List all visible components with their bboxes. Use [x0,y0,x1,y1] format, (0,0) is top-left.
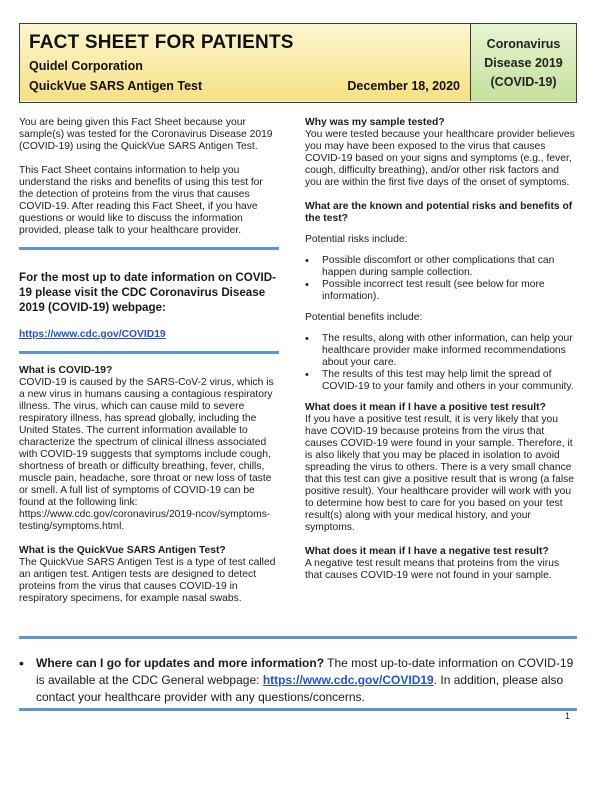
list-item: • The results of this test may help limit the spread of COVID-19 to your family and others in your community. [305,369,577,393]
section-body-positive-result: If you have a positive test result, it is very likely that you have COVID-19 because proteins from the virus that causes COVID-19 were found in your sample. Therefore, it is also likely that you may be placed in isolation to avoid spreading the virus to others. There is a very small chance that this test can give a positive result that is wrong (a false positive result). Your healthcare provider will work with you to determine how best to care for you based on your test result(s) along with your medical history, and your symptoms. [305,414,574,533]
section-body-why-tested: You were tested because your healthcare provider believes you may have been exposed to the virus that causes COVID-19 based on your signs and symptoms (e.g., fever, cough, difficulty breathing), and/or other risk factors and you are within the first five days of the onset of symptoms. [305,129,575,188]
fact-sheet-header [19,23,577,103]
section-heading-what-is-covid: What is COVID-19? [19,365,113,376]
list-item: • The results, along with other information, can help your healthcare provider make informed recommendations about your care. [305,333,577,369]
footer-more-info [19,655,579,706]
benefits-intro: Potential benefits include: [305,312,423,323]
intro-paragraph-2: This Fact Sheet contains information to help you understand the risks and benefits of using this test for the detection of proteins from the virus that causes COVID-19. After reading this Fact Sheet, if you have questions or would like to discuss the information provided, please talk to your healthcare provider. [19,165,263,236]
issue-date: December 18, 2020 [347,79,460,93]
test-name: QuickVue SARS Antigen Test [29,79,203,93]
footer-text-2: . In addition, please also contact your healthcare provider with any questions/concerns. [36,673,564,704]
section-heading-negative-result: What does it mean if I have a negative test result? [305,546,549,557]
badge-line-1: Coronavirus [486,37,561,51]
section-heading-positive-result: What does it mean if I have a positive test result? [305,402,546,413]
list-item: • Possible discomfort or other complications that can happen during sample collection. [305,255,577,279]
header-title-panel [20,24,471,101]
benefits-list [305,333,577,393]
section-body-what-is-test: The QuickVue SARS Antigen Test is a type of test called an antigen test. Antigen tests are designed to detect proteins from the virus that causes COVID-19 in respiratory specimens, for example nasal swabs. [19,557,276,604]
cdc-link[interactable]: https://www.cdc.gov/COVID19 [19,329,166,340]
badge-line-2: Disease 2019 [484,56,563,70]
footer-divider-top [19,636,577,639]
list-item: • Possible incorrect test result (see below for more information). [305,279,577,303]
intro-paragraph-1: You are being given this Fact Sheet because your sample(s) was tested for the Coronavirus Disease 2019 (COVID-19) using the QuickVue SARS Antigen Test. [19,117,273,152]
page-title: FACT SHEET FOR PATIENTS [29,32,294,53]
bullet-icon: • [19,655,24,671]
right-column [305,117,577,582]
section-body-negative-result: A negative test result means that proteins from the virus that causes COVID-19 were not found in your sample. [305,558,560,581]
footer-question: Where can I go for updates and more information? [36,656,325,670]
risks-intro: Potential risks include: [305,234,408,245]
badge-line-3: (COVID-19) [490,75,557,89]
corporation-name: Quidel Corporation [29,59,143,73]
section-heading-risks-benefits: What are the known and potential risks and benefits of the test? [305,201,573,224]
section-heading-why-tested: Why was my sample tested? [305,117,445,128]
section-body-what-is-covid: COVID-19 is caused by the SARS-CoV-2 virus, which is a new virus in humans causing a contagious respiratory illness. The virus, which can cause mild to severe respiratory illness, has spread globally, including the United States. The current information available to characterize the spectrum of clinical illness associated with COVID-19 suggests that symptoms include cough, shortness of breath or difficulty breathing, fever, chills, muscle pain, headache, sore throat or new loss of taste or smell. A full list of symptoms of COVID-19 can be found at the following link: https://www.cdc.gov/coronavirus/2019-ncov/symptoms-testing/symptoms.html. [19,377,274,532]
footer-cdc-link[interactable]: https://www.cdc.gov/COVID19 [262,673,434,687]
disease-badge [471,24,576,101]
risks-list [305,255,577,303]
section-heading-what-is-test: What is the QuickVue SARS Antigen Test? [19,545,226,556]
cdc-info-box: For the most up to date information on COVID-19 please visit the CDC Coronavirus Disease 2019 (COVID-19) webpage: [19,271,276,314]
page-number: 1 [564,711,570,721]
footer-divider-bottom [19,708,577,711]
footer-text-1: The most up-to-date information on COVID-19 is available at the CDC General webpage: [36,656,574,687]
left-column [19,117,279,605]
